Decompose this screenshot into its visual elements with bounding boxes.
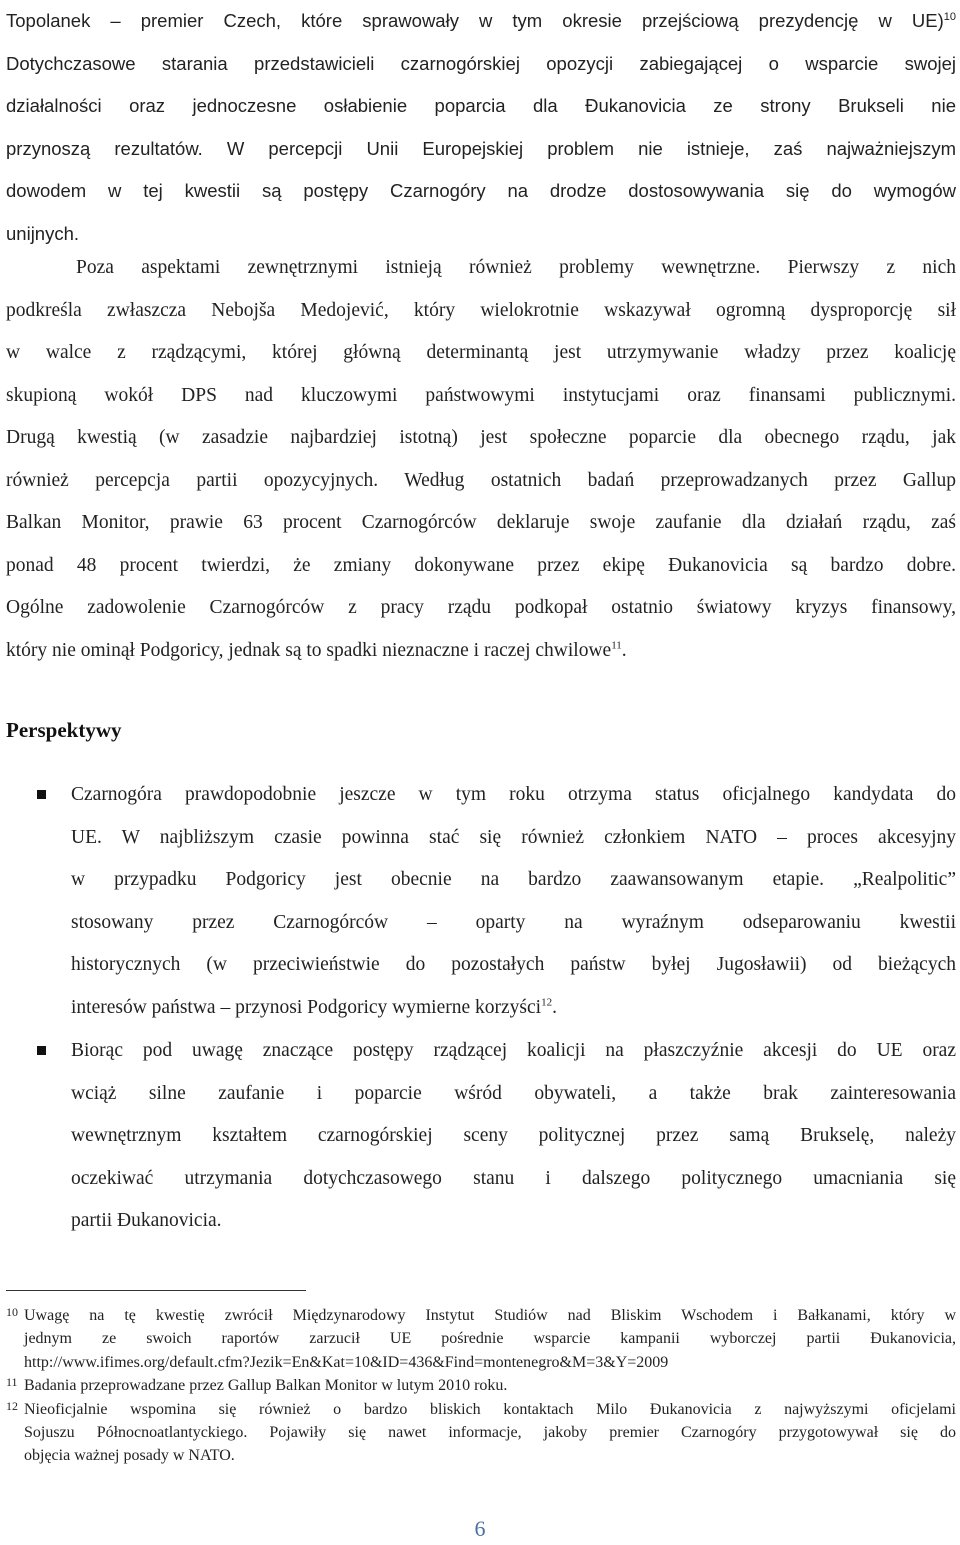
footnote-12	[6, 1398, 956, 1468]
footnote-number: 11	[6, 1375, 18, 1390]
text-line: w walce z rządzącymi, której główną determinantą jest utrzymywanie władzy przez koalicję	[6, 342, 956, 363]
text-line: dowodem w tej kwestii są postępy Czarnogóry na drodze dostosowywania się do wymogów	[6, 180, 956, 201]
bullet-text	[71, 774, 956, 1029]
square-bullet-icon	[37, 790, 46, 799]
text-line: UE. W najbliższym czasie powinna stać się również członkiem NATO – proces akcesyjny	[71, 826, 956, 848]
footnote-link[interactable]: http://www.ifimes.org/default.cfm?Jezik=En&Kat=10&ID=436&Find=montenegro&M=3&Y=2009	[24, 1353, 669, 1371]
text-line: działalności oraz jednoczesne osłabienie poparcia dla Đukanovicia ze strony Brukseli nie	[6, 95, 956, 116]
text-line: unijnych.	[6, 222, 80, 244]
text-line: Drugą kwestią (w zasadzie najbardziej istotną) jest społeczne poparcie dla obecnego rządu, jak	[6, 427, 956, 448]
text-line: Biorąc pod uwagę znaczące postępy rządzącej koalicji na płaszczyźnie akcesji do UE oraz	[71, 1040, 956, 1061]
text-line: Sojuszu Północnoatlantyckiego. Pojawiły się nawet informacje, jakoby premier Czarnogóry przygotowywał się do	[24, 1424, 956, 1442]
text-line: wciąż silne zaufanie i poparcie wśród obywateli, a także brak zainteresowania	[71, 1082, 956, 1104]
text-line-content: interesów państwa – przynosi Podgoricy wymierne korzyści	[71, 996, 542, 1018]
text-line: również percepcja partii opozycyjnych. Według ostatnich badań przeprowadzanych przez Gallup	[6, 469, 956, 491]
footnotes	[6, 1304, 956, 1468]
footnote-number: 12	[6, 1398, 18, 1413]
text-line: Nieoficjalnie wspomina się również o bardzo bliskich kontaktach Milo Đukanovicia z najwyższymi oficjelami	[24, 1400, 956, 1418]
text-line: w przypadku Podgoricy jest obecnie na bardzo zaawansowanym etapie. „Realpolitic”	[71, 869, 956, 890]
footnote-ref[interactable]: 10	[943, 10, 956, 23]
square-bullet-icon	[37, 1046, 46, 1055]
page-number: 6	[474, 1516, 486, 1541]
text-line: przynoszą rezultatów. W percepcji Unii Europejskiej problem nie istnieje, zaś najważniejszym	[6, 137, 956, 159]
paragraph-external-aspects	[6, 0, 956, 255]
text-line-content: który nie ominął Podgoricy, jednak są to spadki nieznaczne i raczej chwilowe	[6, 639, 612, 661]
text-line: partii Đukanovicia.	[71, 1210, 222, 1231]
text-line: stosowany przez Czarnogórców – oparty na wyraźnym odseparowaniu kwestii	[71, 911, 956, 933]
footnote-text	[6, 1374, 956, 1397]
text-line: Czarnogóra prawdopodobnie jeszcze w tym roku otrzyma status oficjalnego kandydata do	[71, 784, 956, 805]
text-line: oczekiwać utrzymania dotychczasowego stanu i dalszego politycznego umacniania się	[71, 1167, 956, 1189]
bullet-text	[71, 1030, 956, 1243]
footnote-ref[interactable]: 12	[541, 996, 553, 1008]
footnote-text	[6, 1304, 956, 1374]
text-line: podkreśla zwłaszcza Nebojša Medojević, który wielokrotnie wskazywał ogromną dysproporcję sił	[6, 299, 956, 321]
text-line: Balkan Monitor, prawie 63 procent Czarnogórców deklaruje swoje zaufanie dla działań rządu, zaś	[6, 512, 956, 533]
text-line	[71, 987, 956, 1030]
text-line-content: Topolanek – premier Czech, które sprawowały w tym okresie przejściową prezydencję w UE)	[6, 10, 944, 31]
footnote-separator	[6, 1290, 306, 1291]
section-heading: Perspektywy	[6, 718, 122, 742]
text-line: wewnętrznym kształtem czarnogórskiej sceny politycznej przez samą Brukselę, należy	[71, 1125, 956, 1146]
text-line: Uwagę na tę kwestię zwrócił Międzynarodowy Instytut Studiów nad Bliskim Wschodem i Bałkanami, który w	[24, 1307, 956, 1324]
text-line	[6, 0, 956, 43]
footnote-10	[6, 1304, 956, 1374]
text-line: ponad 48 procent twierdzi, że zmiany dokonywane przez ekipę Đukanovicia są bardzo dobre.	[6, 554, 956, 576]
text-line: Ogólne zadowolenie Czarnogórców z pracy rządu podkopał ostatnio światowy kryzys finansowy,	[6, 597, 956, 618]
text-line	[6, 630, 956, 673]
text-line: Badania przeprowadzane przez Gallup Balkan Monitor w lutym 2010 roku.	[24, 1377, 508, 1395]
footnote-ref[interactable]: 11	[611, 639, 622, 651]
text-line: jednym ze swoich raportów zarzucił UE pośrednie wsparcie kampanii wyborczej partii Đukanovicia,	[24, 1330, 956, 1348]
text-line: objęcia ważnej posady w NATO.	[24, 1447, 235, 1465]
paragraph-internal-problems	[6, 247, 956, 672]
end-punctuation: .	[552, 996, 557, 1018]
end-punctuation: .	[621, 639, 627, 661]
text-line: Poza aspektami zewnętrznymi istnieją również problemy wewnętrzne. Pierwszy z nich	[76, 257, 956, 278]
footnote-number: 10	[6, 1305, 18, 1319]
footnote-text	[6, 1398, 956, 1468]
text-line: historycznych (w przeciwieństwie do pozostałych państw byłej Jugosławii) od bieżących	[71, 954, 956, 975]
text-line: Dotychczasowe starania przedstawicieli czarnogórskiej opozycji zabiegającej o wsparcie swojej	[6, 52, 956, 74]
text-line: skupioną wokół DPS nad kluczowymi państwowymi instytucjami oraz finansami publicznymi.	[6, 384, 956, 406]
footnote-11	[6, 1374, 956, 1397]
